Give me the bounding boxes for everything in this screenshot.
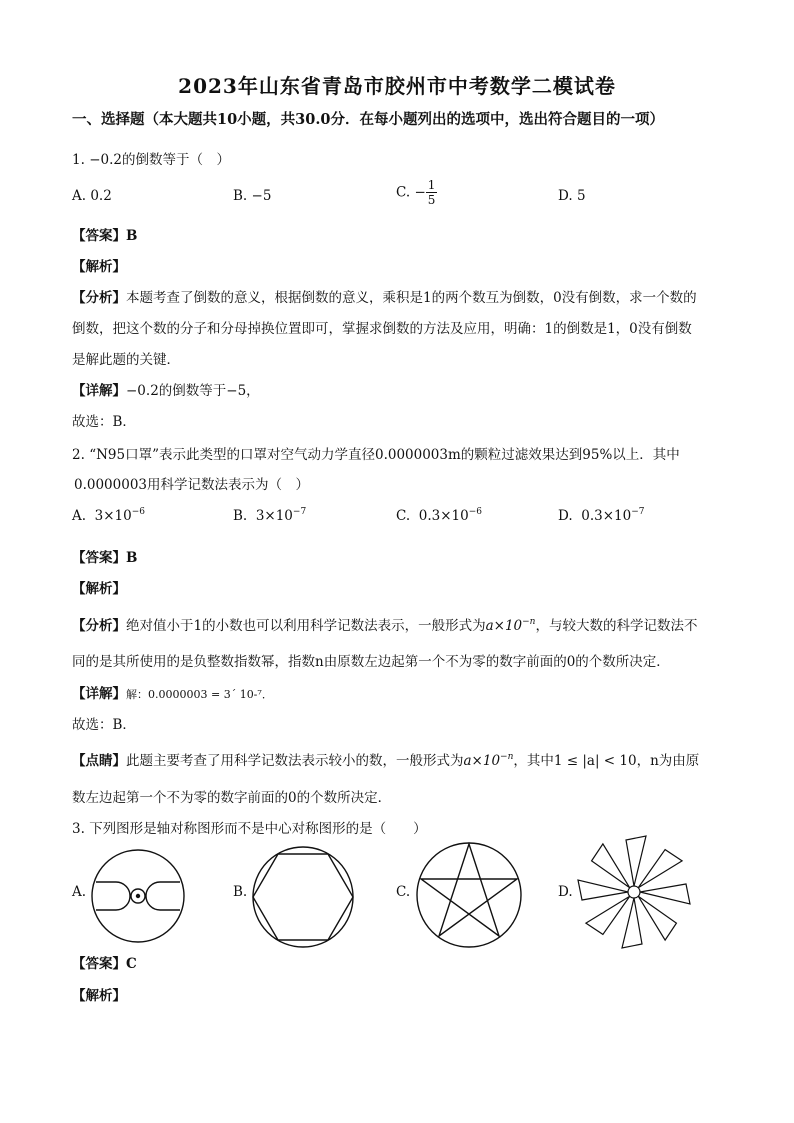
analysis-label: 【解析】 (72, 259, 126, 275)
detail-text (72, 379, 260, 399)
analysis-label: 【解析】 (72, 581, 126, 597)
fenxi-line: 绝对值小于1的小数也可以利用科学记数法表示，一般形式为 (126, 618, 486, 634)
answer-label: 【答案】B (72, 550, 138, 566)
option-b[interactable] (233, 188, 271, 204)
option-letter: A. (72, 188, 87, 204)
figure-hexagon-in-circle[interactable] (250, 844, 356, 950)
option-value: 3×10 (94, 508, 132, 524)
question-number: 1. (72, 152, 85, 168)
analysis-text: 同的是其所使用的是负整数指数幂，指数n由原数左边起第一个不为零的数字前面的0的个数所决定． (72, 654, 670, 670)
option-value: 0.3×10 (418, 508, 469, 524)
option-value: −5 (251, 188, 272, 204)
option-value: 3×10 (255, 508, 293, 524)
fenxi-line: ，与较大数的科学记数法不 (535, 618, 698, 634)
dianjing-text (72, 749, 699, 769)
option-value: 0.2 (90, 188, 112, 204)
fenxi-tag: 【分析】 (72, 290, 126, 306)
dianjing-line: ，其中1 ≤ |a| < 10，n为由原 (513, 753, 700, 769)
option-d-label[interactable]: D. (558, 884, 573, 900)
analysis-text (72, 614, 697, 634)
analysis-text: 是解此题的关键． (72, 352, 180, 368)
dianjing-line: 此题主要考查了用科学记数法表示较小的数，一般形式为 (126, 753, 464, 769)
option-c[interactable] (396, 507, 482, 524)
option-sign: − (414, 184, 426, 201)
analysis-text: 倒数，把这个数的分子和分母掉换位置即可，掌握求倒数的方法及应用，明确：1的倒数是1，0没有倒数 (72, 321, 692, 337)
option-value: 5 (576, 188, 586, 204)
figure-pinwheel[interactable] (572, 830, 696, 954)
figure-star-in-circle[interactable] (414, 840, 524, 950)
option-b-label[interactable]: B. (233, 884, 248, 900)
figure-circle-with-pill[interactable] (88, 846, 188, 946)
exponent: −6 (468, 507, 482, 517)
question-3-stem (72, 817, 427, 837)
xiangjie-tag: 【详解】 (72, 686, 126, 702)
fenxi-line: 本题考查了倒数的意义，根据倒数的意义，乘积是1的两个数互为倒数，0没有倒数，求一个数的 (126, 290, 697, 306)
option-letter: B. (233, 188, 248, 204)
exponent: −n (500, 752, 514, 762)
option-c[interactable] (396, 178, 437, 207)
exponent: −n (522, 617, 536, 627)
option-letter: D. (558, 508, 573, 524)
option-letter: D. (558, 188, 573, 204)
question-number: 2. (72, 447, 85, 463)
detail-line: −0.2的倒数等于−5， (126, 383, 260, 399)
answer-label: 【答案】C (72, 956, 137, 972)
expression: −0.2 (89, 152, 122, 168)
exponent: −7 (292, 507, 307, 517)
stem-text: 下列图形是轴对称图形而不是中心对称图形的是（ ） (89, 821, 427, 837)
option-letter: C. (396, 184, 411, 201)
analysis-label: 【解析】 (72, 988, 126, 1004)
question-2-stem (72, 443, 680, 463)
choose-text: 故选：B． (72, 414, 136, 430)
option-d[interactable] (558, 507, 644, 524)
option-letter: B. (233, 508, 248, 524)
option-c-label[interactable]: C. (396, 884, 411, 900)
fraction (426, 178, 438, 207)
stem-text: “N95口罩”表示此类型的口罩对空气动力学直径0.0000003m的颗粒过滤效果达到95%以上．其中 (89, 447, 680, 463)
dianjing-tag: 【点睛】 (72, 753, 126, 769)
dianjing-text: 数左边起第一个不为零的数字前面的0的个数所决定． (72, 790, 392, 806)
fenxi-tag: 【分析】 (72, 618, 126, 634)
section-heading: 一、选择题（本大题共10小题，共30.0分．在每小题列出的选项中，选出符合题目的一项） (72, 111, 664, 128)
answer-label: 【答案】B (72, 228, 138, 244)
question-number: 3. (72, 821, 85, 837)
option-a-label[interactable]: A. (72, 884, 87, 900)
choose-text: 故选：B． (72, 717, 136, 733)
exponent: −7 (631, 507, 645, 517)
formula: a×10 (463, 753, 501, 769)
option-d[interactable] (558, 188, 586, 204)
stem-text: 的倒数等于（ ） (121, 152, 230, 168)
option-letter: A. (72, 508, 87, 524)
page-title: 2023年山东省青岛市胶州市中考数学二模试卷 (178, 74, 616, 98)
exponent: −6 (131, 507, 146, 517)
xiangjie-tag: 【详解】 (72, 383, 126, 399)
question-1-stem (72, 148, 230, 168)
option-b[interactable] (233, 507, 306, 524)
detail-text (72, 682, 273, 702)
analysis-text (72, 286, 697, 306)
fraction-numerator: 1 (427, 178, 436, 192)
question-2-stem-cont: 0.0000003用科学记数法表示为（ ） (74, 477, 310, 493)
option-a[interactable] (72, 188, 112, 204)
detail-line: 解：0.0000003 = 3´ 10-⁷． (126, 688, 273, 701)
option-letter: C. (396, 508, 411, 524)
fraction-denominator: 5 (427, 193, 436, 207)
formula: a×10 (485, 618, 523, 634)
option-a[interactable] (72, 507, 145, 524)
option-value: 0.3×10 (581, 508, 632, 524)
